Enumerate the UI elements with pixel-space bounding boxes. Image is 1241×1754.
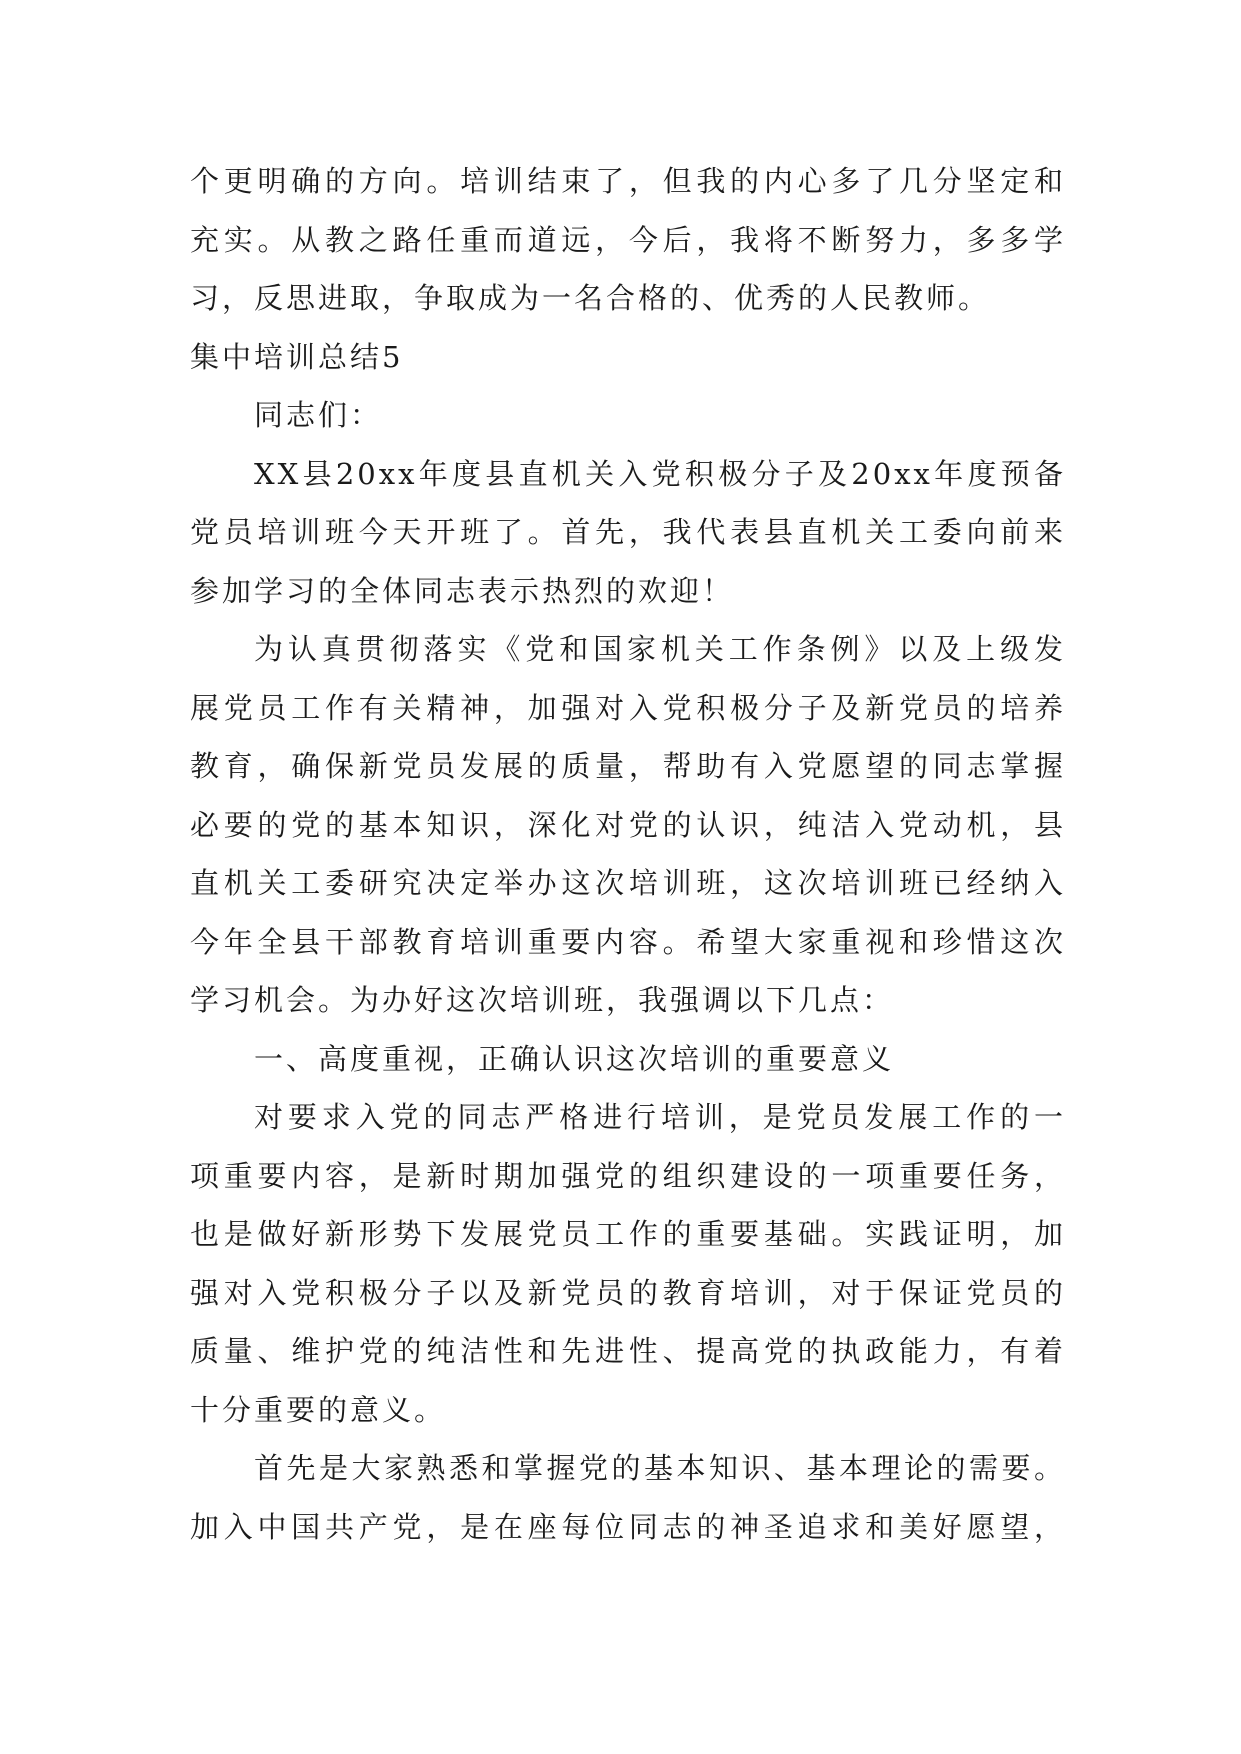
text-line: 项重要内容，是新时期加强党的组织建设的一项重要任务， — [190, 1158, 1066, 1193]
paragraph-first-line: 首先是大家熟悉和掌握党的基本知识、基本理论的需要。 — [254, 1451, 1066, 1485]
paragraph-first-line: 对要求入党的同志严格进行培训，是党员发展工作的一 — [254, 1100, 1066, 1134]
text-line: 也是做好新形势下发展党员工作的重要基础。实践证明，加 — [190, 1217, 1066, 1251]
section-heading: 集中培训总结5 — [190, 339, 404, 374]
paragraph-first-line: 同志们： — [254, 398, 383, 432]
text-line: 充实。从教之路任重而道远，今后，我将不断努力，多多学 — [190, 222, 1066, 257]
text-line: 展党员工作有关精神，加强对入党积极分子及新党员的培养 — [190, 690, 1066, 725]
paragraph-last-line: 学习机会。为办好这次培训班，我强调以下几点： — [190, 983, 895, 1017]
paragraph-first-line: XX县20xx年度县直机关入党积极分子及20xx年度预备 — [254, 456, 1066, 491]
text-line: 个更明确的方向。培训结束了，但我的内心多了几分坚定和 — [190, 164, 1066, 198]
text-line: 必要的党的基本知识，深化对党的认识，纯洁入党动机，县 — [190, 807, 1066, 842]
text-line: 质量、维护党的纯洁性和先进性、提高党的执政能力，有着 — [190, 1334, 1066, 1368]
paragraph-last-line: 参加学习的全体同志表示热烈的欢迎！ — [190, 573, 735, 608]
text-line: 直机关工委研究决定举办这次培训班，这次培训班已经纳入 — [190, 866, 1066, 900]
paragraph-last-line: 十分重要的意义。 — [190, 1392, 447, 1427]
text-line: 党员培训班今天开班了。首先，我代表县直机关工委向前来 — [190, 515, 1066, 549]
paragraph-first-line: 为认真贯彻落实《党和国家机关工作条例》以及上级发 — [254, 632, 1066, 666]
paragraph-last-line: 习，反思进取，争取成为一名合格的、优秀的人民教师。 — [190, 281, 991, 315]
text-line: 强对入党积极分子以及新党员的教育培训，对于保证党员的 — [190, 1275, 1066, 1310]
paragraph-first-line: 一、高度重视，正确认识这次培训的重要意义 — [254, 1041, 895, 1076]
text-line: 今年全县干部教育培训重要内容。希望大家重视和珍惜这次 — [190, 924, 1066, 959]
document-body — [190, 152, 1066, 1556]
text-line: 教育，确保新党员发展的质量，帮助有入党愿望的同志掌握 — [190, 749, 1066, 783]
text-line: 加入中国共产党，是在座每位同志的神圣追求和美好愿望， — [190, 1509, 1066, 1544]
